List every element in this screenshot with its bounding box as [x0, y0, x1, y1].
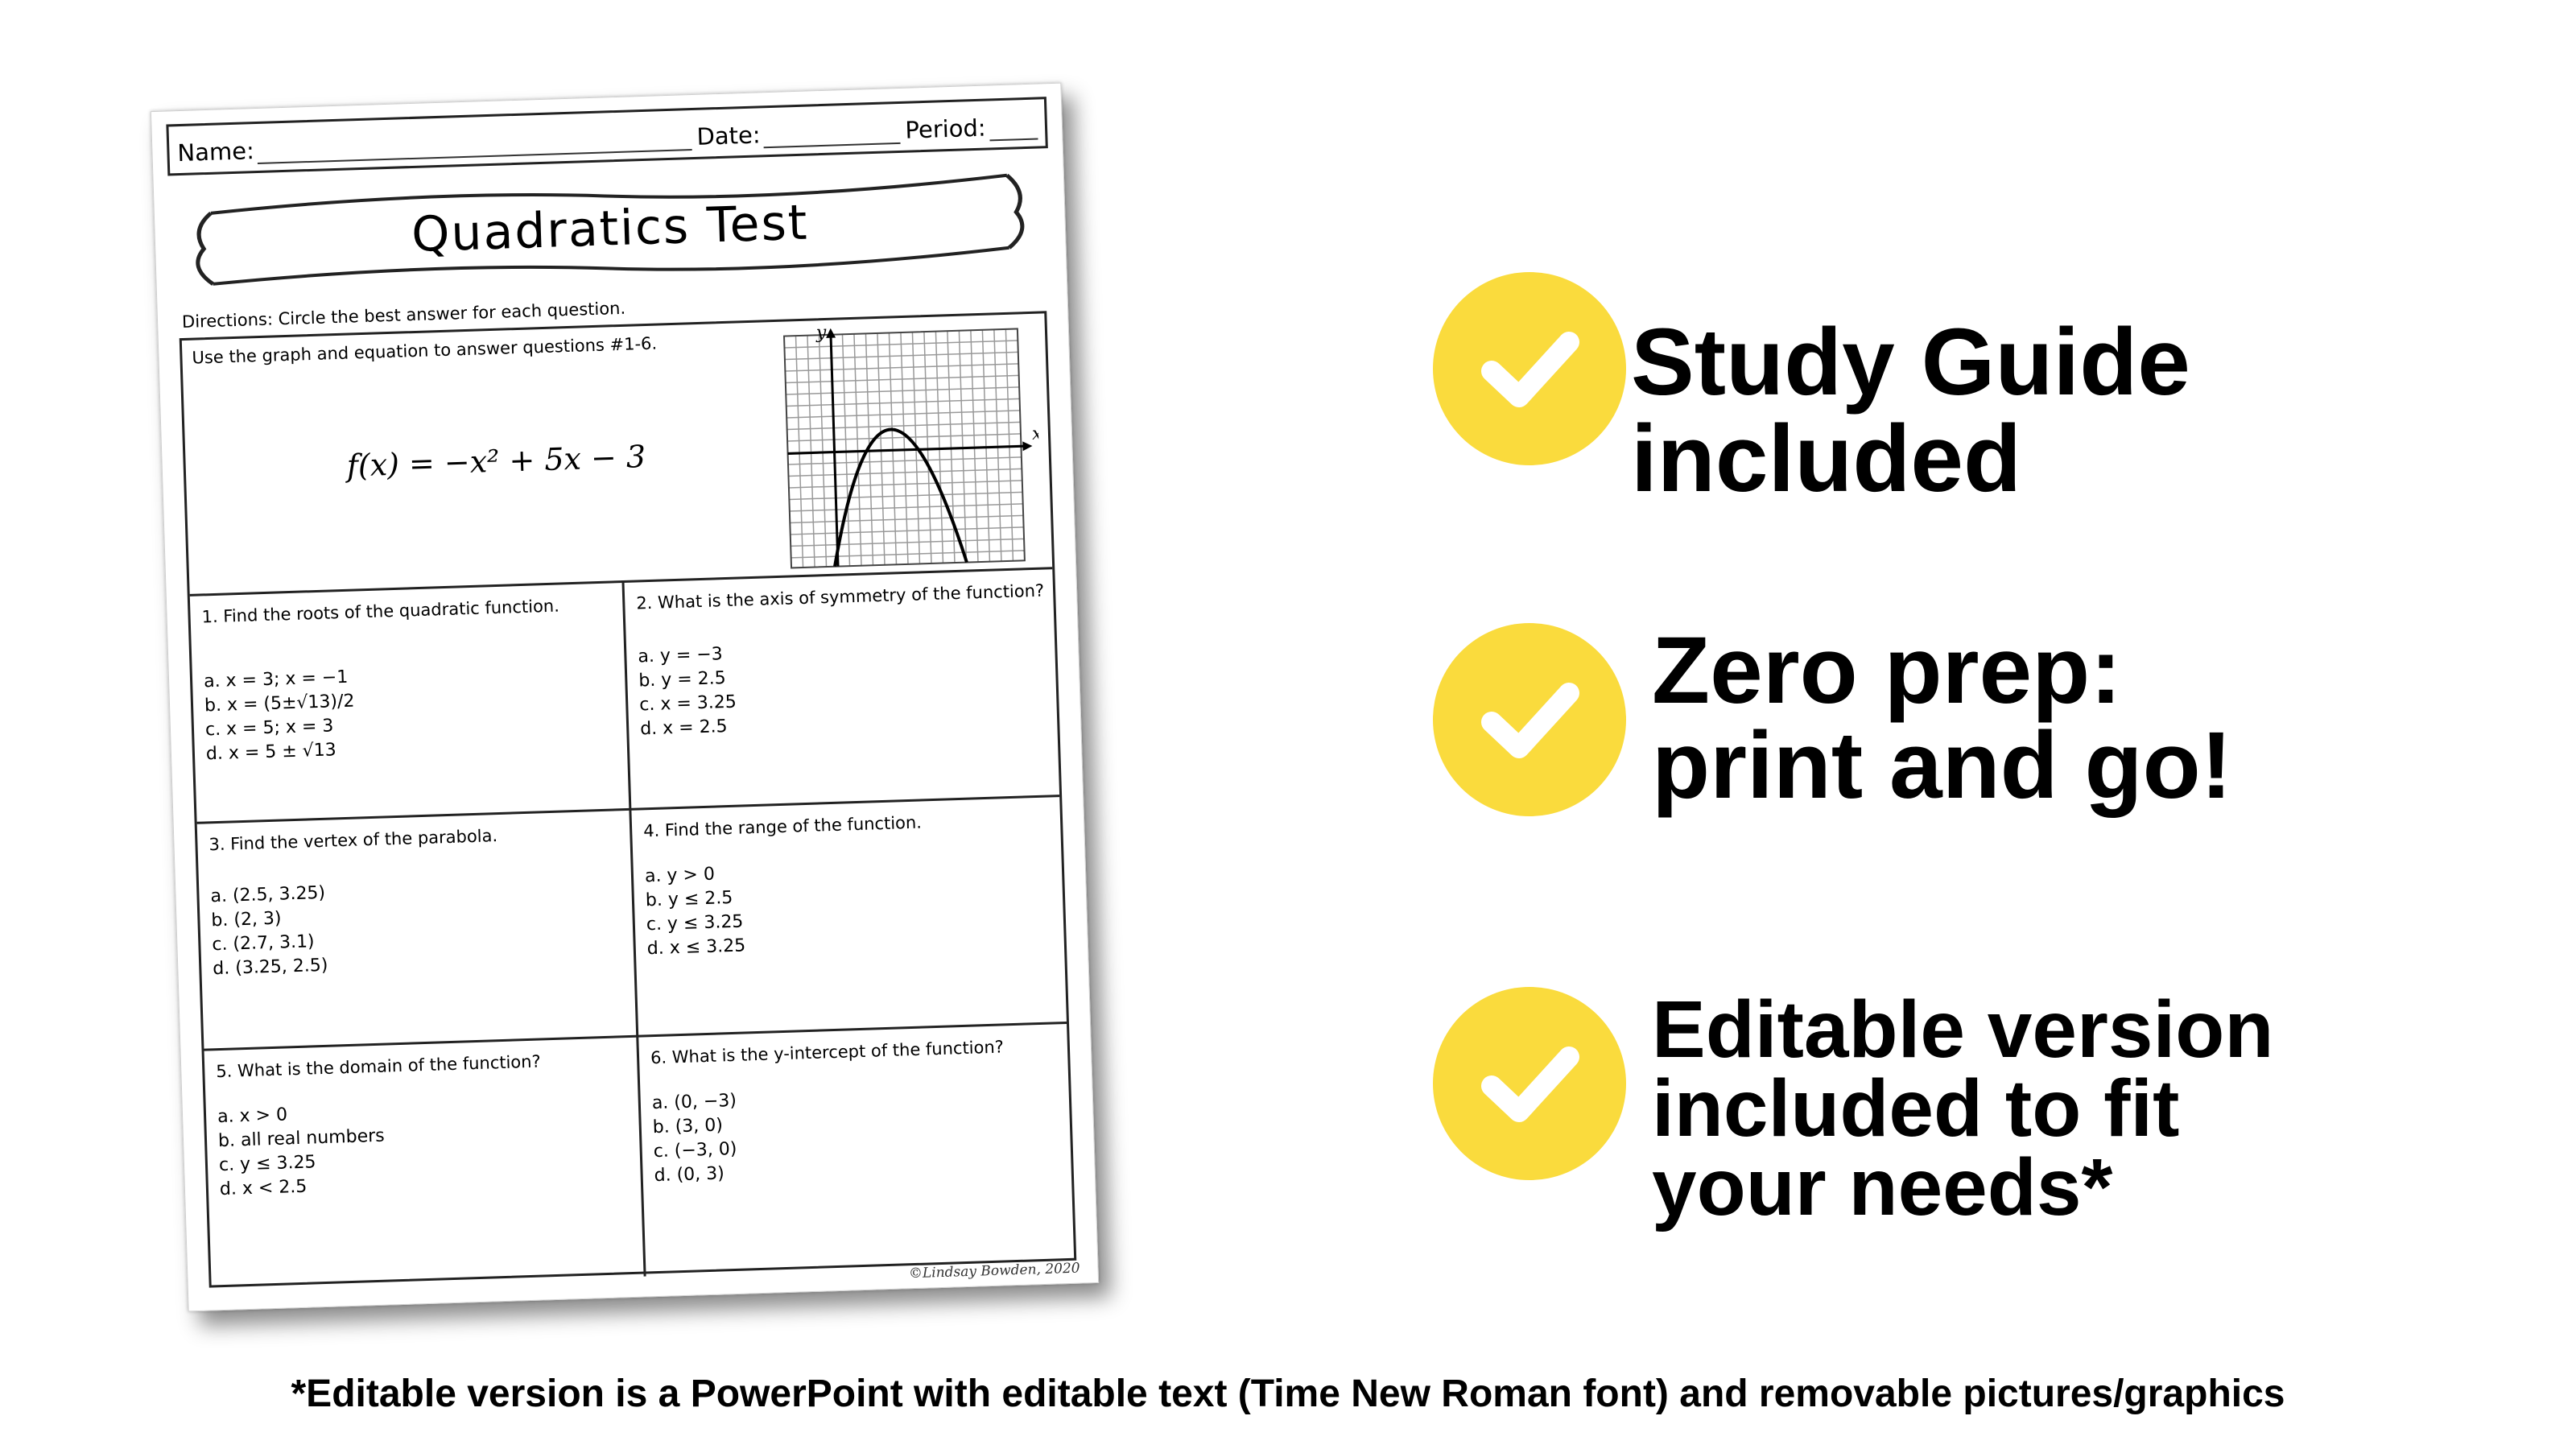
question-grid: [180, 311, 1077, 1287]
option: a. x = 3; x = −1: [203, 667, 349, 692]
feature-line: Study Guide included: [1631, 309, 2190, 512]
option: a. y = −3: [638, 644, 724, 667]
parabola-graph: [778, 322, 1042, 572]
option: d. x = 5 ± √13: [205, 740, 337, 765]
check-circle-icon: [1433, 272, 1626, 465]
copyright-text: ©Lindsay Bowden, 2020: [908, 1260, 1080, 1282]
question-5: [204, 1038, 644, 1288]
option: b. y = 2.5: [638, 668, 727, 691]
graph-instructions: Use the graph and equation to answer questions #1-6.: [192, 333, 658, 368]
directions-text: Directions: Circle the best answer for each question.: [181, 298, 626, 332]
question-6: [638, 1024, 1076, 1274]
option: c. y ≤ 3.25: [218, 1152, 316, 1176]
period-label: Period:: [904, 114, 987, 144]
feature-zero-prep: [1433, 617, 2232, 819]
feature-line: print and go!: [1652, 712, 2232, 819]
feature-study-guide: [1433, 272, 2576, 512]
question-2: [625, 569, 1063, 808]
option: d. x < 2.5: [219, 1176, 308, 1200]
option: b. x = (5±√13)/2: [204, 691, 355, 716]
option: c. x = 5; x = 3: [204, 716, 334, 741]
question-1: [190, 583, 630, 822]
question-text: 1. Find the roots of the quadratic function.: [201, 596, 560, 627]
y-axis-label: y: [815, 322, 827, 344]
feature-editable: [1433, 985, 2274, 1232]
check-circle-icon: [1433, 987, 1626, 1180]
option: a. x > 0: [217, 1104, 288, 1128]
option: c. (2.7, 3.1): [212, 931, 315, 956]
option: c. y ≤ 3.25: [646, 911, 744, 935]
question-text: 3. Find the vertex of the parabola.: [208, 826, 498, 855]
option: c. (−3, 0): [653, 1138, 737, 1162]
footnote-text: *Editable version is a PowerPoint with editable text (Time New Roman font) and removable pictures/graphics: [291, 1373, 2285, 1415]
option: a. y > 0: [644, 864, 716, 887]
feature-line: included to fit: [1652, 1063, 2180, 1154]
x-axis-label: x: [1031, 423, 1042, 444]
question-4: [631, 797, 1068, 1035]
worksheet-header: [166, 97, 1047, 175]
question-text: 5. What is the domain of the function?: [215, 1051, 542, 1082]
option: d. x ≤ 3.25: [646, 935, 746, 960]
equation-text: f(x) = −x² + 5x − 3: [346, 439, 646, 484]
feature-line: Zero prep:: [1652, 617, 2122, 724]
option: d. (0, 3): [654, 1163, 725, 1187]
check-circle-icon: [1433, 623, 1626, 816]
question-text: 2. What is the axis of symmetry of the function?: [635, 580, 1045, 613]
option: b. y ≤ 2.5: [645, 887, 733, 911]
option: b. all real numbers: [217, 1125, 386, 1152]
title-banner: [186, 163, 1034, 301]
feature-line: Editable version: [1652, 985, 2274, 1075]
feature-line: your needs*: [1652, 1142, 2113, 1232]
option: b. (2, 3): [211, 908, 282, 931]
name-label: Name:: [176, 137, 255, 167]
worksheet-title: Quadratics Test: [411, 194, 810, 264]
question-3: [197, 811, 636, 1049]
option: d. (3.25, 2.5): [212, 955, 328, 980]
option: d. x = 2.5: [639, 716, 728, 740]
graph-cell: [182, 313, 1052, 597]
question-text: 6. What is the y-intercept of the function?: [650, 1037, 1005, 1068]
worksheet-image: [151, 83, 1099, 1312]
option: c. x = 3.25: [638, 691, 737, 716]
date-label: Date:: [696, 121, 762, 151]
option: b. (3, 0): [652, 1115, 724, 1138]
option: a. (2.5, 3.25): [210, 882, 326, 907]
question-text: 4. Find the range of the function.: [642, 812, 923, 841]
option: a. (0, −3): [651, 1090, 737, 1114]
